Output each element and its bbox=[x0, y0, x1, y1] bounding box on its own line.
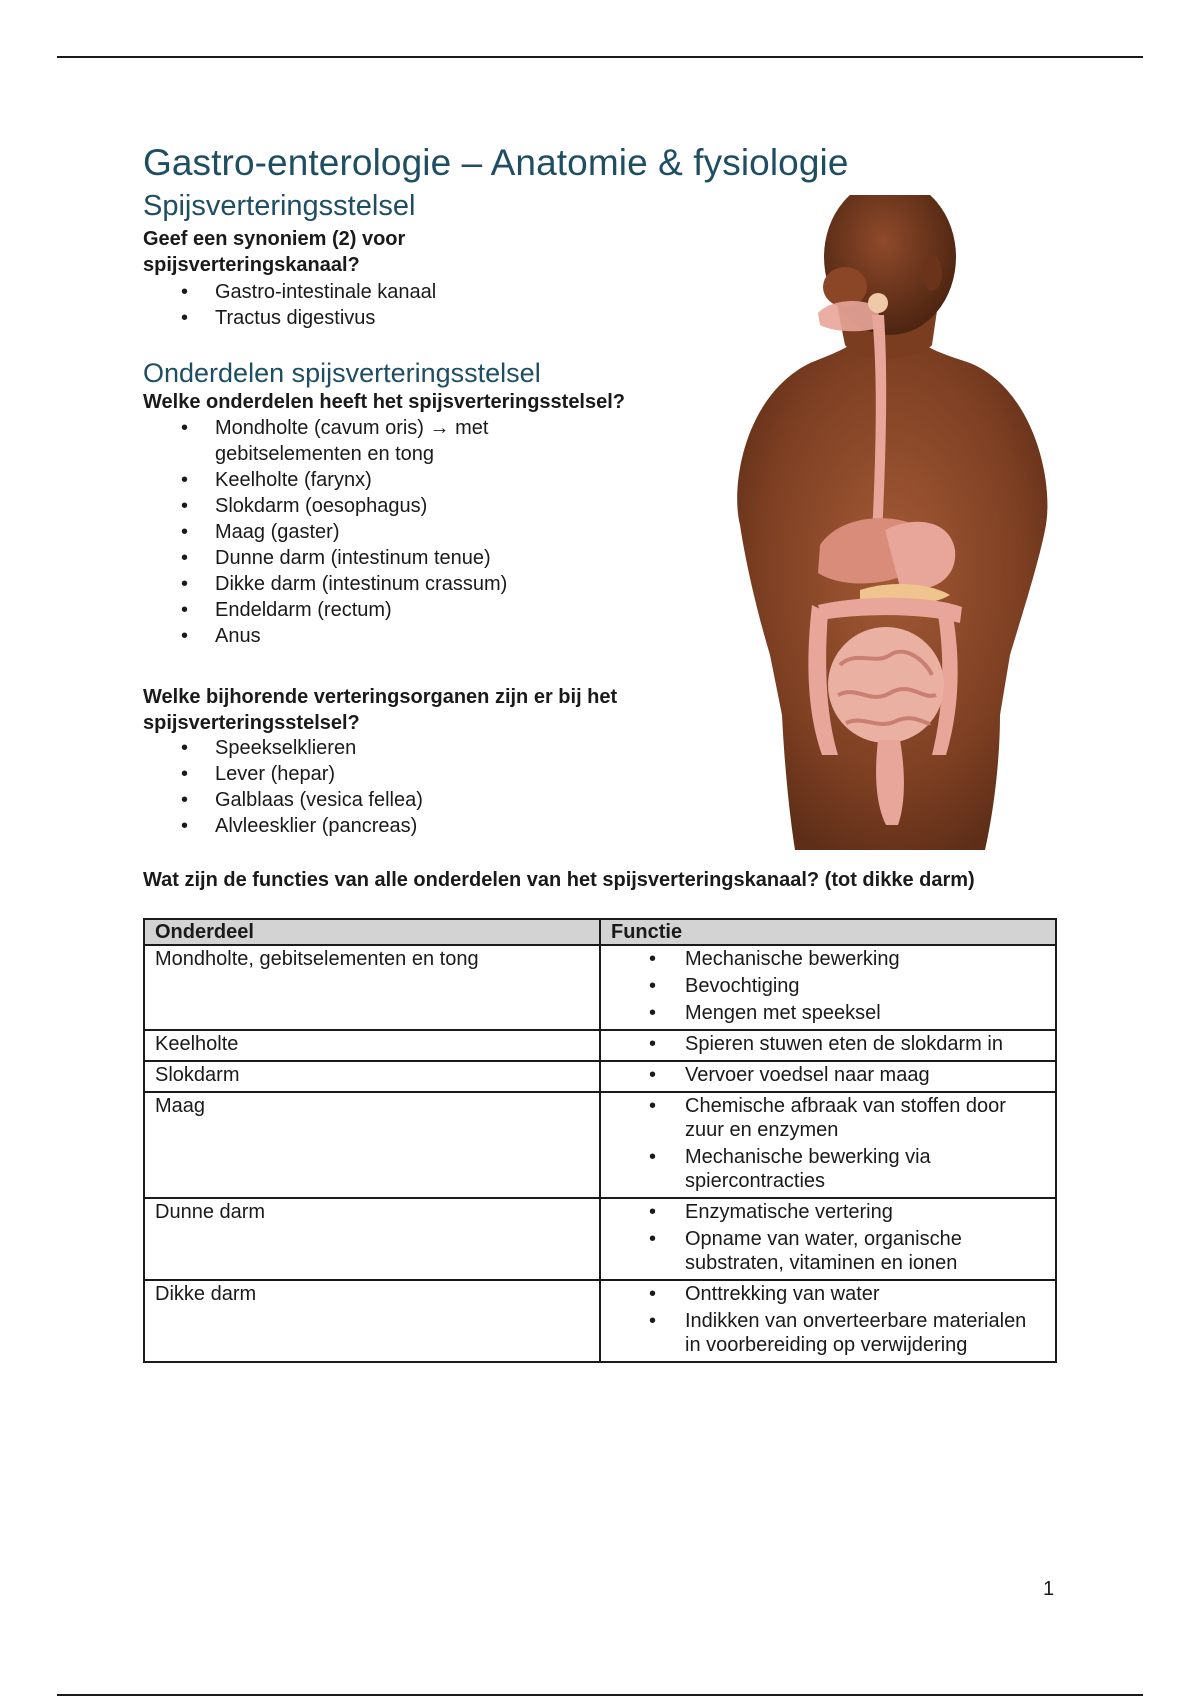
table-cell-functions bbox=[600, 1030, 1056, 1061]
digestive-system-illustration bbox=[700, 195, 1080, 850]
list-item: • Tractus digestivus bbox=[143, 305, 623, 331]
section-heading-onderdelen: Onderdelen spijsverteringsstelsel bbox=[143, 358, 541, 388]
list-item: • Alvleesklier (pancreas) bbox=[143, 813, 623, 839]
page-number: 1 bbox=[1043, 1578, 1055, 1600]
accessory-organs-list bbox=[143, 735, 623, 839]
synonym-list bbox=[143, 279, 623, 331]
table-cell-functions bbox=[600, 1061, 1056, 1092]
section-heading-spijsverteringsstelsel: Spijsverteringsstelsel bbox=[143, 190, 416, 222]
table-cell-part: Mondholte, gebitselementen en tong bbox=[144, 945, 600, 1030]
table-row bbox=[144, 1092, 1056, 1198]
function-item: • Bevochtiging bbox=[611, 974, 1045, 1001]
table-cell-part: Dikke darm bbox=[144, 1280, 600, 1362]
function-item: • Chemische afbraak van stoffen door zuur en enzymen bbox=[611, 1094, 1045, 1145]
table-cell-functions bbox=[600, 1092, 1056, 1198]
table-header-row bbox=[144, 919, 1056, 945]
function-item: • Spieren stuwen eten de slokdarm in bbox=[611, 1032, 1045, 1059]
function-item: • Indikken van onverteerbare materialen in voorbereiding op verwijdering bbox=[611, 1309, 1045, 1360]
function-item: • Mechanische bewerking bbox=[611, 947, 1045, 974]
function-item: • Enzymatische vertering bbox=[611, 1200, 1045, 1227]
table-row bbox=[144, 1280, 1056, 1362]
list-item: • Gastro-intestinale kanaal bbox=[143, 279, 623, 305]
function-item: • Mechanische bewerking via spiercontracties bbox=[611, 1145, 1045, 1196]
question-verteringsorganen: Welke bijhorende verteringsorganen zijn er bij het spijsverteringsstelsel? bbox=[143, 686, 618, 734]
list-item: • Mondholte (cavum oris) → met gebitselementen en tong bbox=[143, 415, 623, 467]
table-row bbox=[144, 1198, 1056, 1280]
function-item: • Mengen met speeksel bbox=[611, 1001, 1045, 1028]
list-item: • Speekselklieren bbox=[143, 735, 623, 761]
table-cell-part: Keelholte bbox=[144, 1030, 600, 1061]
list-item: • Galblaas (vesica fellea) bbox=[143, 787, 623, 813]
list-item: • Slokdarm (oesophagus) bbox=[143, 493, 623, 519]
list-item: • Endeldarm (rectum) bbox=[143, 597, 623, 623]
function-item: • Vervoer voedsel naar maag bbox=[611, 1063, 1045, 1090]
question-synoniem: Geef een synoniem (2) voor spijsverteringskanaal? bbox=[143, 228, 406, 276]
list-item: • Dikke darm (intestinum crassum) bbox=[143, 571, 623, 597]
table-row bbox=[144, 945, 1056, 1030]
table-cell-functions bbox=[600, 1198, 1056, 1280]
table-row bbox=[144, 1061, 1056, 1092]
parts-list bbox=[143, 415, 623, 649]
list-item: • Keelholte (farynx) bbox=[143, 467, 623, 493]
header-rule bbox=[57, 56, 1143, 58]
list-item: • Anus bbox=[143, 623, 623, 649]
table-cell-functions bbox=[600, 945, 1056, 1030]
function-item: • Onttrekking van water bbox=[611, 1282, 1045, 1309]
column-header-onderdeel: Onderdeel bbox=[144, 919, 600, 945]
table-cell-part: Dunne darm bbox=[144, 1198, 600, 1280]
function-item: • Opname van water, organische substraten, vitaminen en ionen bbox=[611, 1227, 1045, 1278]
list-item: • Dunne darm (intestinum tenue) bbox=[143, 545, 623, 571]
document-title: Gastro-enterologie – Anatomie & fysiologie bbox=[143, 142, 849, 183]
list-item: • Lever (hepar) bbox=[143, 761, 623, 787]
table-row bbox=[144, 1030, 1056, 1061]
table-cell-functions bbox=[600, 1280, 1056, 1362]
question-onderdelen: Welke onderdelen heeft het spijsverteringsstelsel? bbox=[143, 391, 626, 413]
column-header-functie: Functie bbox=[600, 919, 1056, 945]
functions-table bbox=[143, 918, 1057, 1363]
list-item: • Maag (gaster) bbox=[143, 519, 623, 545]
question-functies: Wat zijn de functies van alle onderdelen van het spijsverteringskanaal? (tot dikke darm) bbox=[143, 869, 975, 891]
table-cell-part: Slokdarm bbox=[144, 1061, 600, 1092]
table-cell-part: Maag bbox=[144, 1092, 600, 1198]
footer-rule bbox=[57, 1694, 1143, 1696]
